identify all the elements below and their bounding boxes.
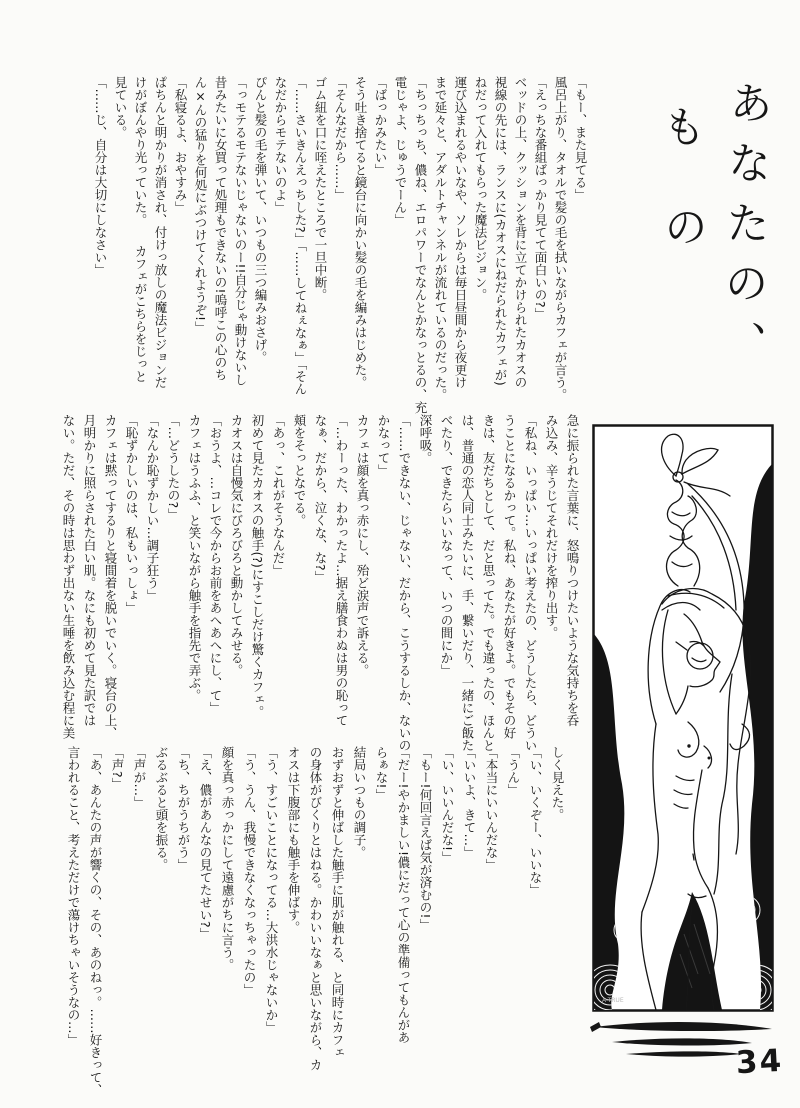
text-line: ぶるぶると頭を振る。 (154, 746, 169, 871)
text-line: きは、友だちとして、だと思ってた。でも違ったの、ほんと (481, 414, 496, 752)
title-column-1: あなたの、 (714, 79, 773, 381)
text-line: ん×んの猛りを何処にぶつけてくれようぞ!」 (193, 76, 208, 334)
text-line: まで延々と、アダルトチャンネルが流れているのだった。 (433, 76, 448, 401)
text-line: 「もー!何回言えば気が済むの!」 (418, 746, 433, 932)
text-line: しく見えた。 (550, 746, 565, 821)
text-block-bottom (62, 746, 568, 1096)
text-line: 風呂上がり、タオルで髪の毛を拭いながらカフェが言う。 (553, 76, 568, 401)
text-line: 初めて見たカオスの触手(?)にすこしだけ驚くカフェ。 (250, 414, 265, 718)
illustration-figure (592, 424, 774, 1016)
text-line: かなって」 (376, 414, 391, 477)
text-line: 「あっ、これがそうなんだ」 (271, 414, 286, 577)
text-line: 深呼吸。 (418, 414, 433, 464)
text-line: 「い、いいんだな!」 (440, 746, 455, 864)
text-line: 結局いつもの調子。 (352, 746, 367, 859)
text-block-middle (58, 414, 583, 752)
text-line: 月明かりに照らされた白い肌。なにも初めて見た訳では (82, 414, 97, 727)
text-line: 「なんか恥ずかしい…調子狂う」 (145, 414, 160, 602)
text-line: 「ばっかみたい」 (373, 76, 388, 176)
text-line: 「そんなだから……」 (333, 76, 348, 201)
text-line: うことになるかって。私ね、あなたが好きよ。でもその好 (502, 414, 517, 739)
text-line: は、普通の恋人同士みたいに、手、繋いだり、一緒にご飯た (460, 414, 475, 752)
text-line: べたり、できたらいいなって、いつの間にか」 (439, 414, 454, 677)
text-line: 「えっちな番組ばっかり見てて面白いの?」 (533, 76, 548, 321)
text-line: おずおずと伸ばした触手に肌が触れる、と同時にカフェ (330, 746, 345, 1059)
text-line: けがぼんやり光っていた。 カフェがこちらをじっと (133, 76, 148, 383)
text-line: カフェは黙ってするりと寝間着を脱いでいく。寝台の上、 (103, 414, 118, 739)
text-line: 「だー!やかましい!儂にだって心の準備ってもんがあ (396, 746, 411, 1044)
text-line: 「いいよ、きて…」 (462, 746, 477, 859)
text-line: 顔を真っ赤っかにして遠慮がちに言う。 (220, 746, 235, 971)
text-line: の身体がびくりとはねる。かわいいなぁと思いながら、カ (308, 746, 323, 1071)
text-line: 「ちっちっち、儂ね、エロパワーでなんとかなっとるの、充 (413, 76, 428, 414)
text-line: 急に振られた言葉に、怒鳴りつけたいような気持ちを呑 (565, 414, 580, 727)
text-line: ぱちんと明かりが消され、付けっ放しの魔法ビジョンだ (153, 76, 168, 389)
text-line: そう吐き捨てると鏡台に向かい髪の毛を編みはじめた。 (353, 76, 368, 389)
text-line: ぴんと髪の毛を弾いて、いつもの三つ編みおさげ。 (253, 76, 268, 364)
text-line: 運び込まれるやいなや、ソレからは毎日昼間から夜更け (453, 76, 468, 389)
text-line: 「……できない、じゃない、だから、こうするしか、ないの (397, 414, 412, 752)
text-block-top (90, 76, 590, 422)
text-line: オスは下腹部にも触手を伸ばす。 (286, 746, 301, 934)
text-line: ない。ただ、その時は思わず出ない生唾を飲み込む程に美 (61, 414, 76, 739)
text-line: 「…どうしたの?」 (166, 414, 181, 521)
text-line: 昔みたいに女買って処理もできないの!嗚呼この心のち (213, 76, 228, 382)
text-line: カフェはうふふ、と笑いながら触手を指先で弄ぶ。 (187, 414, 202, 702)
text-line: 「え、儂があんなの見てたせい?」 (198, 746, 213, 941)
text-line: 「あ、あんたの声が響くの、その、あのねっ。……好きって、 (88, 746, 103, 1096)
text-line: 「恥ずかしいのは、私もいっしょ」 (124, 414, 139, 614)
text-line: なだからモテないのよ」 (273, 76, 288, 214)
text-line: 「声?」 (110, 746, 125, 791)
text-line: 「本当にいいんだな」 (484, 746, 499, 871)
text-line: 言われること、考えただけで蕩けちゃいそうなの…」 (66, 746, 81, 1046)
text-line: 見ている。 (113, 76, 128, 139)
text-line: ゴム紐を口に咥えたところで一旦中断。 (313, 76, 328, 301)
text-line: 「っモテるモテないじゃないのー!!自分じゃ動けないし (233, 76, 248, 387)
text-line: 「私ね、いっぱい…いっぱい考えたの、どうしたら、どうい (523, 414, 538, 752)
text-line: 「私寝るよ、おやすみ」 (173, 76, 188, 214)
text-line: 「おうよ、…コレで今からお前をあへあへにし、て」 (208, 414, 223, 714)
text-line: 頬をそっとなでる。 (292, 414, 307, 527)
text-line: 「もー、また見てる」 (573, 76, 588, 201)
text-line: 「声が…」 (132, 746, 147, 809)
text-line: み込み、辛うじてそれだけを搾り出す。 (544, 414, 559, 639)
text-line: 「ち、ちがうちがう」 (176, 746, 191, 871)
text-line: 「……じ、自分は大切にしなさい」 (93, 76, 108, 276)
text-line: 「う、うん、我慢できなくなっちゃったの」 (242, 746, 257, 996)
text-line: らぁな!」 (374, 746, 389, 802)
artist-signature: A-TRUE (602, 997, 624, 1004)
page-number: 34 (735, 1042, 785, 1082)
text-line: 「うん」 (506, 746, 521, 796)
text-line: 電じゃよ、じゅうでーん」 (393, 76, 408, 226)
page-title (652, 80, 776, 380)
text-line: カフェは顔を真っ赤にし、殆ど涙声で訴える。 (355, 414, 370, 677)
title-column-2: もの (653, 103, 709, 305)
text-line: 「…わーった、わかったよ…据え膳食わぬは男の恥って (334, 414, 349, 727)
text-line: 「……さいきんえっちした?」「……してねぇなぁ」「そん (293, 76, 308, 396)
illustration-panel (592, 424, 774, 1016)
text-line: 「い、いくぞー、いいな」 (528, 746, 543, 896)
text-line: ベッドの上、クッションを背に立てかけられたカオスの (513, 76, 528, 389)
text-line: 視線の先には、ランスに(カオスにねだられたカフェが) (493, 76, 508, 386)
text-line: ねだって入れてもらった魔法ビジョン。 (473, 76, 488, 301)
text-line: 「う、すごいことになってる…大洪水じゃないか」 (264, 746, 279, 1034)
text-line: カオスは自慢気にびろびろと動かしてみせる。 (229, 414, 244, 677)
text-line: なぁ、だから、泣くな、な?」 (313, 414, 328, 584)
